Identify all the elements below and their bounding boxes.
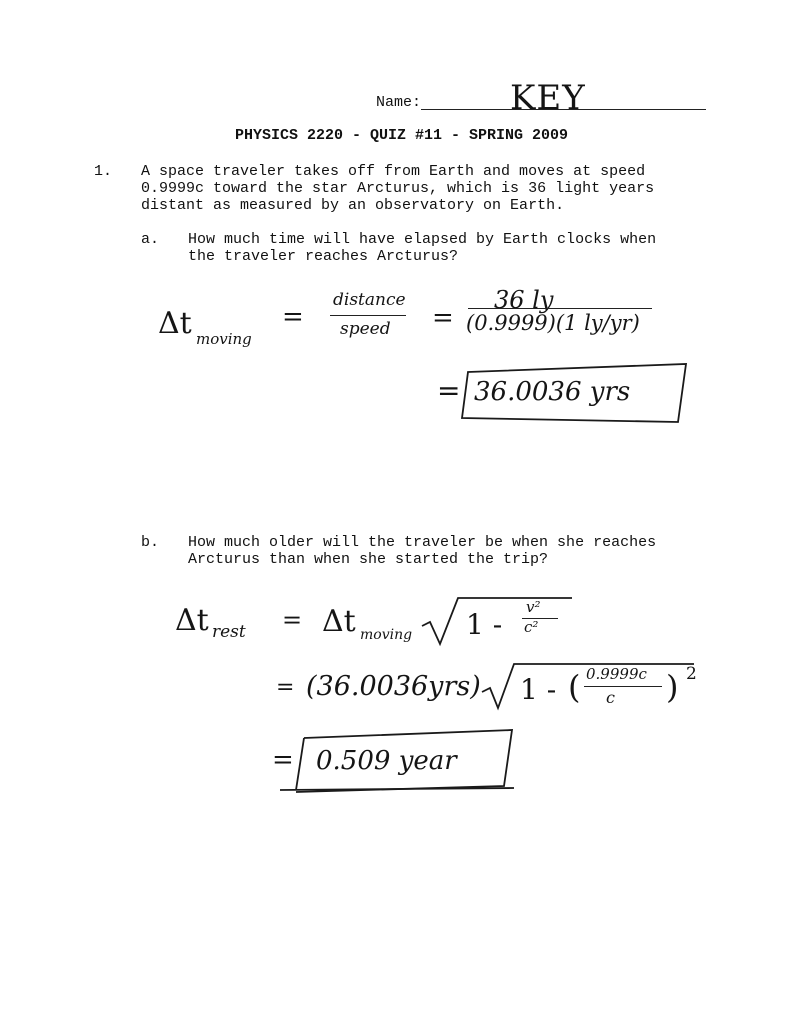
question-number: 1. xyxy=(94,163,113,180)
equals-sign-3: = xyxy=(437,374,461,407)
question-line-2: 0.9999c toward the star Arcturus, which is 36 light years xyxy=(141,180,655,197)
fraction-denominator-c: c xyxy=(606,688,615,707)
exponent-two: 2 xyxy=(686,664,697,684)
part-b-line-2: Arcturus than when she started the trip? xyxy=(188,551,549,568)
equals-sign-b2: = xyxy=(276,675,295,700)
subscript-rest: rest xyxy=(212,622,246,642)
fraction-bar-2 xyxy=(468,308,652,309)
part-b-line-1: How much older will the traveler be when she reaches xyxy=(188,534,657,551)
fraction-bar-speed xyxy=(584,686,662,687)
fraction-numerator-speed: 0.9999c xyxy=(586,665,647,683)
fraction-bar-1 xyxy=(330,315,406,316)
equals-sign-1: = xyxy=(282,302,304,332)
question-line-1: A space traveler takes off from Earth and moves at speed xyxy=(141,163,646,180)
equals-sign-b1: = xyxy=(282,606,303,634)
quiz-title: PHYSICS 2220 - QUIZ #11 - SPRING 2009 xyxy=(235,127,569,144)
time-value-paren: (36.0036yrs) xyxy=(306,671,481,702)
c-squared: c² xyxy=(524,618,539,636)
one-minus-2: 1 - xyxy=(520,673,557,706)
delta-t-moving: Δt xyxy=(158,306,192,341)
open-paren: ( xyxy=(568,668,581,706)
part-b-letter: b. xyxy=(141,534,160,551)
close-paren: ) xyxy=(666,668,679,706)
fraction-denominator-speed: speed xyxy=(340,319,391,339)
part-a-line-1: How much time will have elapsed by Earth clocks when xyxy=(188,231,657,248)
answer-b: 0.509 year xyxy=(316,746,457,776)
name-handwritten-key: KEY xyxy=(510,78,586,118)
fraction-numerator-distance: distance xyxy=(333,290,406,310)
name-label: Name: xyxy=(376,94,422,111)
fraction-numerator-36ly: 36 ly xyxy=(494,286,554,314)
part-a-line-2: the traveler reaches Arcturus? xyxy=(188,248,459,265)
equals-sign-2: = xyxy=(432,303,454,333)
subscript-moving-b: moving xyxy=(360,627,413,643)
part-a-letter: a. xyxy=(141,231,160,248)
v-squared: v² xyxy=(526,598,541,616)
answer-a: 36.0036 yrs xyxy=(474,377,631,407)
question-line-3: distant as measured by an observatory on Earth. xyxy=(141,197,565,214)
subscript-moving: moving xyxy=(196,330,252,348)
one-minus-1: 1 - xyxy=(466,608,503,641)
delta-t-moving-b: Δt xyxy=(322,604,356,639)
equals-sign-b3: = xyxy=(272,745,294,775)
delta-t-rest: Δt xyxy=(175,603,209,638)
fraction-denominator-speed-value: (0.9999)(1 ly/yr) xyxy=(466,311,640,335)
